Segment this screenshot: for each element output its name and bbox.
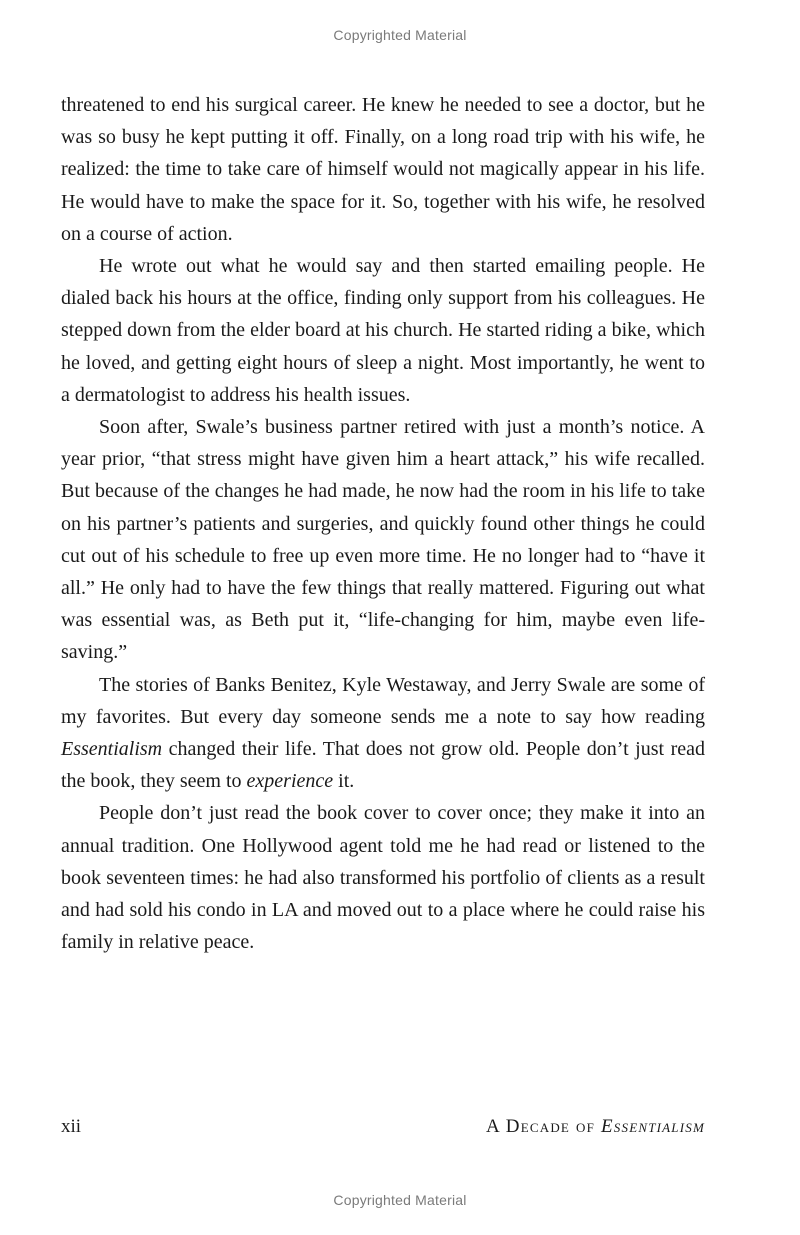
- copyright-watermark-top: Copyrighted Material: [333, 27, 467, 43]
- paragraph-text: The stories of Banks Benitez, Kyle Westaway, and Jerry Swale are some of my favorites. But every day someone sends me a note to say how reading: [61, 673, 705, 728]
- running-head-text: A Decade of: [485, 1116, 601, 1137]
- paragraph-text: changed their life. That does not grow old. People don’t just read the book, they seem to: [61, 738, 705, 793]
- paragraph: threatened to end his surgical career. He knew he needed to see a doctor, but he was so busy he kept putting it off. Finally, on a long road trip with his wife, he realized: the time to take care of himself would not magically appear in his life. He would have to make the space for it. So, together with his wife, he resolved on a course of action.: [61, 94, 705, 245]
- book-title-emphasis: Essentialism: [61, 738, 163, 761]
- running-head-title: Essentialism: [600, 1116, 705, 1137]
- copyright-watermark-bottom: Copyrighted Material: [333, 1192, 467, 1208]
- page-body: [61, 89, 705, 958]
- running-head: [486, 1116, 705, 1138]
- paragraph: He wrote out what he would say and then started emailing people. He dialed back his hours at the office, finding only support from his colleagues. He stepped down from the elder board at his church. He started riding a bike, which he loved, and getting eight hours of sleep a night. Most importantly, he went to a dermatologist to address his health issues.: [61, 255, 705, 406]
- paragraph-text: it.: [333, 770, 355, 793]
- page-number: xii: [61, 1116, 82, 1137]
- paragraph: People don’t just read the book cover to cover once; they make it into an annual tradition. One Hollywood agent told me he had read or listened to the book seventeen times: he had also transformed his portfolio of clients as a result and had sold his condo in LA and moved out to a place where he could raise his family in relative peace.: [61, 802, 705, 954]
- paragraph: Soon after, Swale’s business partner retired with just a month’s notice. A year prior, “that stress might have given him a heart attack,” his wife recalled. But because of the changes he had made, he now had the room in his life to take on his partner’s patients and surgeries, and quickly found other things he could cut out of his schedule to free up even more time. He no longer had to “have it all.” He only had to have the few things that really mattered. Figuring out what was essential was, as Beth put it, “life-changing for him, maybe even life-saving.”: [61, 416, 705, 664]
- emphasis-text: experience: [246, 770, 334, 793]
- paragraph: [61, 669, 705, 798]
